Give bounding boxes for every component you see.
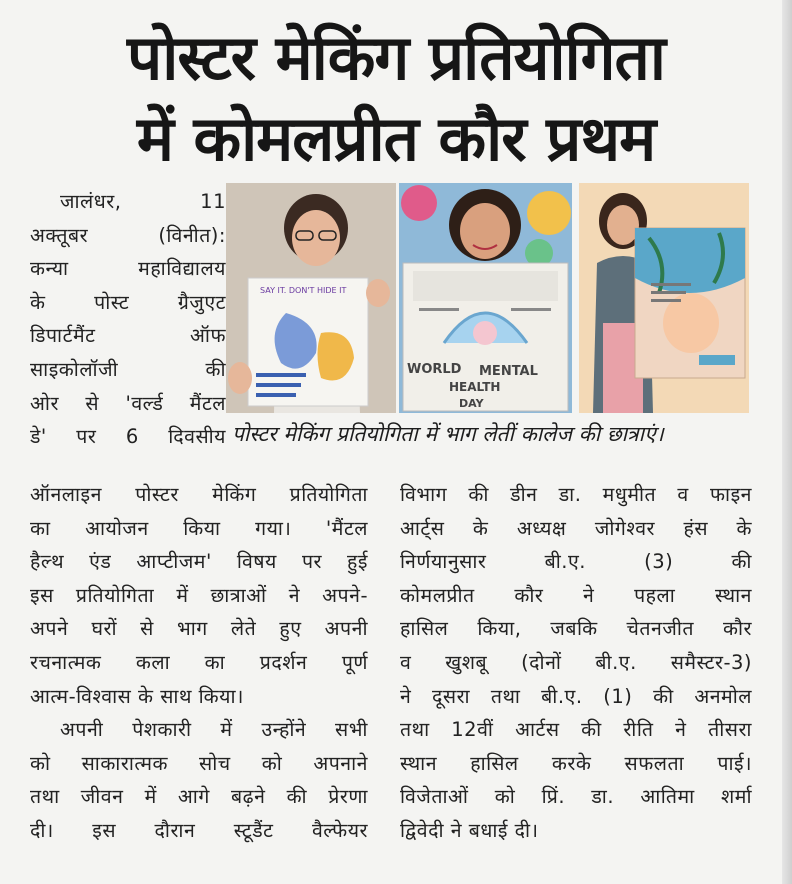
photo-caption: पोस्टर मेकिंग प्रतियोगिता में भाग लेतीं कालेज की छात्राएं। xyxy=(232,422,664,446)
photo-student-1 xyxy=(226,183,396,413)
text-line: को साकारात्मक सोच को अपनाने xyxy=(30,751,368,775)
text-line: जालंधर, 11 xyxy=(60,190,226,213)
text-line: साइकोलॉजी की xyxy=(30,357,226,381)
text-line: निर्णयानुसार बी.ए. (3) की xyxy=(400,550,752,574)
text-line: आर्ट्स के अध्यक्ष जोगेश्वर हंस के xyxy=(400,516,752,540)
photo-student-3 xyxy=(579,183,749,413)
text-line: ने दूसरा तथा बी.ए. (1) की अनमोल xyxy=(400,684,752,708)
text-line: रचनात्मक कला का प्रदर्शन पूर्ण xyxy=(30,650,368,674)
text-line: तथा जीवन में आगे बढ़ने की प्रेरणा xyxy=(30,785,368,809)
poster-2-word-mental: MENTAL xyxy=(479,364,538,379)
poster-2-word-health: HEALTH xyxy=(449,380,501,394)
text-line: विभाग की डीन डा. मधुमीत व फाइन xyxy=(400,483,752,506)
text-line: हासिल किया, जबकि चेतनजीत कौर xyxy=(400,617,752,641)
text-line: के पोस्ट ग्रैजुएट xyxy=(30,290,226,314)
text-line: कोमलप्रीत कौर ने पहला स्थान xyxy=(400,583,752,607)
text-line: अपने घरों से भाग लेते हुए अपनी xyxy=(30,617,368,641)
text-line: हैल्थ एंड आप्टीजम' विषय पर हुई xyxy=(30,550,368,574)
text-line: तथा 12वीं आर्टस की रीति ने तीसरा xyxy=(400,718,752,742)
article-column-left xyxy=(30,478,368,848)
text-line: व खुशबू (दोनों बी.ए. समैस्टर-3) xyxy=(400,650,752,674)
headline-line-2: में कोमलप्रीत कौर प्रथम xyxy=(136,102,656,175)
text-line: द्विवेदी ने बधाई दी। xyxy=(400,818,539,842)
poster-2-word-day: DAY xyxy=(459,397,484,410)
text-line: ओर से 'वर्ल्ड मैंटल xyxy=(30,391,226,415)
text-line: दी। इस दौरान स्टूडैंट वैल्फेयर xyxy=(30,818,368,842)
text-line: अपनी पेशकारी में उन्होंने सभी xyxy=(60,718,368,742)
text-line: स्थान हासिल करके सफलता पाई। xyxy=(400,751,752,775)
headline-line-1: पोस्टर मेकिंग प्रतियोगिता xyxy=(127,21,665,94)
text-line: आत्म-विश्वास के साथ किया। xyxy=(30,684,244,708)
text-line: अक्तूबर (विनीत): xyxy=(30,223,226,247)
text-line: का आयोजन किया गया। 'मैंटल xyxy=(30,516,368,540)
text-line: डे' पर 6 दिवसीय xyxy=(30,425,226,449)
poster-2-word-world: WORLD xyxy=(407,362,462,377)
text-line: कन्या महाविद्यालय xyxy=(30,257,226,281)
poster-1-slogan: SAY IT. DON'T HIDE IT xyxy=(260,286,347,295)
text-line: डिपार्टमैंट ऑफ xyxy=(30,324,226,348)
text-line: ऑनलाइन पोस्टर मेकिंग प्रतियोगिता xyxy=(30,483,368,506)
photo-student-2 xyxy=(399,183,572,413)
text-line: इस प्रतियोगिता में छात्राओं ने अपने- xyxy=(30,583,368,607)
text-line: विजेताओं को प्रिं. डा. आतिमा शर्मा xyxy=(400,785,752,809)
article-column-right xyxy=(400,478,752,848)
article-column-top xyxy=(30,185,226,454)
